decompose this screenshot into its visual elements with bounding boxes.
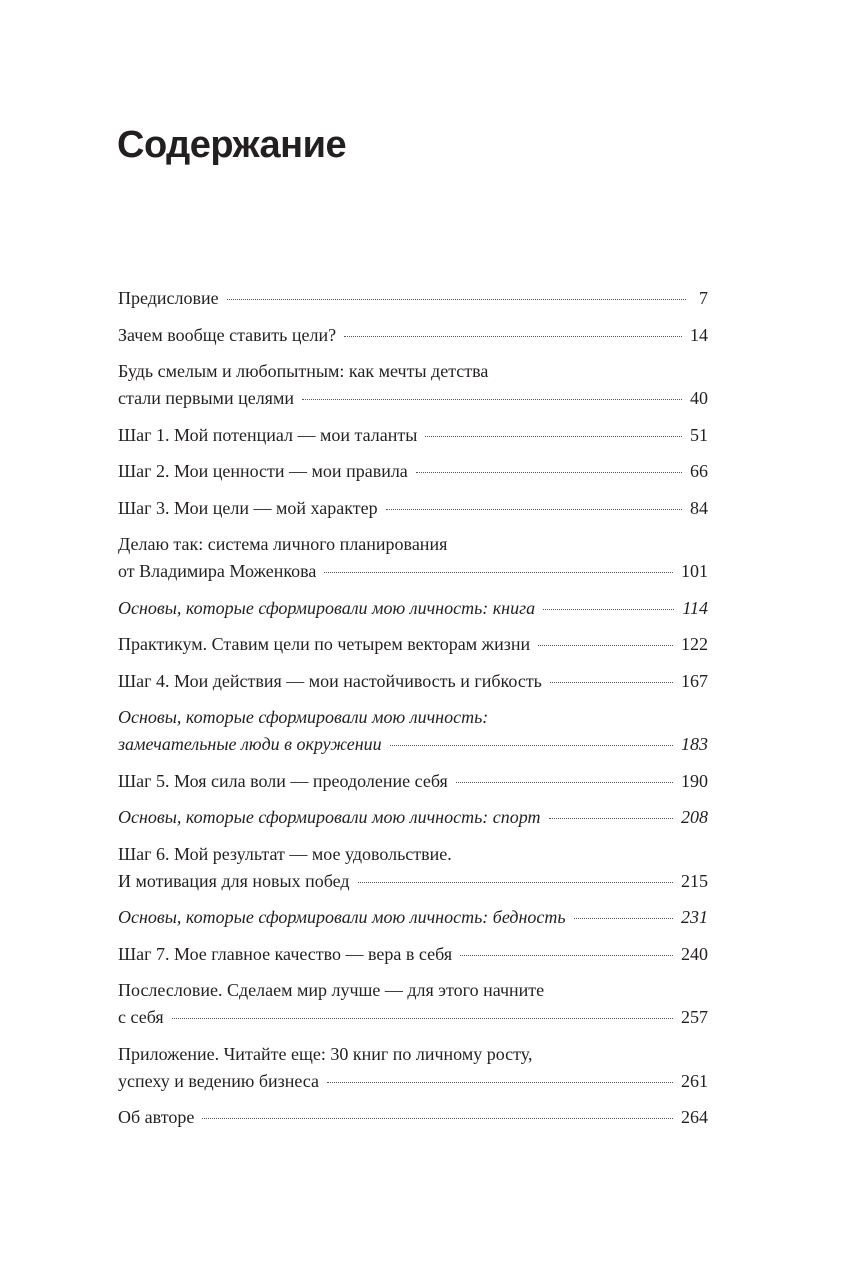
toc-entry-title: Делаю так: система личного планирования: [118, 534, 448, 554]
toc-entry-title: Шаг 6. Мой результат — мое удовольствие.: [118, 843, 452, 864]
toc-entry[interactable]: [118, 458, 708, 485]
toc-page-number: 7: [699, 288, 708, 308]
toc-entry-title: Будь смелым и любопытным: как мечты детства: [118, 361, 489, 381]
dot-leader: [358, 882, 673, 883]
toc-entry-title: Шаг 1. Мой потенциал — мои таланты: [118, 424, 418, 445]
dot-leader: [386, 509, 682, 510]
toc-entry-title: Зачем вообще ставить цели?: [118, 324, 337, 345]
toc-page-number: 66: [690, 461, 708, 481]
toc-entry-title: Шаг 3. Мои цели — мой характер: [118, 497, 378, 518]
toc-entry[interactable]: [118, 768, 708, 795]
toc-page-number: 231: [681, 907, 708, 927]
toc-page-number: 215: [681, 870, 708, 891]
dot-leader: [302, 399, 682, 400]
toc-entry[interactable]: [118, 285, 708, 312]
dot-leader: [390, 745, 673, 746]
dot-leader: [416, 472, 682, 473]
toc-entry-title: Шаг 5. Моя сила воли — преодоление себя: [118, 770, 448, 791]
dot-leader: [324, 572, 673, 573]
toc-entry[interactable]: [118, 358, 708, 412]
dot-leader: [460, 955, 673, 956]
toc-page-number: 51: [690, 424, 708, 445]
toc-entry-title: И мотивация для новых побед: [118, 870, 350, 891]
toc-page-number: 240: [681, 943, 708, 964]
toc-page-number: 190: [681, 770, 708, 791]
dot-leader: [172, 1018, 673, 1019]
toc-entry[interactable]: [118, 531, 708, 585]
dot-leader: [227, 299, 686, 300]
toc-entry-title: Предисловие: [118, 288, 219, 308]
toc-page-number: 122: [681, 634, 708, 654]
toc-entry[interactable]: [118, 1104, 708, 1131]
toc-page-number: 167: [681, 670, 708, 691]
toc-page-number: 101: [681, 561, 708, 581]
toc-entry[interactable]: [118, 941, 708, 968]
table-of-contents: [118, 285, 708, 1141]
toc-page-number: 14: [690, 324, 708, 345]
toc-entry-title: с себя: [118, 1007, 164, 1027]
dot-leader: [344, 336, 682, 337]
toc-entry-title: Шаг 4. Мои действия — мои настойчивость и гибкость: [118, 670, 542, 691]
toc-entry-title: Шаг 7. Мое главное качество — вера в себя: [118, 943, 453, 964]
toc-page-number: 183: [681, 734, 708, 754]
toc-entry-title: Основы, которые сформировали мою личность: спорт: [118, 807, 541, 827]
toc-page-number: 208: [681, 807, 708, 827]
toc-page-number: 114: [682, 597, 708, 618]
toc-entry[interactable]: [118, 322, 708, 349]
dot-leader: [550, 682, 673, 683]
toc-entry-title: от Владимира Моженкова: [118, 561, 317, 581]
dot-leader: [543, 609, 674, 610]
dot-leader: [425, 436, 682, 437]
toc-page-number: 264: [681, 1107, 708, 1127]
toc-entry[interactable]: [118, 631, 708, 658]
dot-leader: [574, 918, 673, 919]
toc-entry[interactable]: [118, 595, 708, 622]
toc-page-number: 84: [690, 497, 708, 518]
toc-entry-title: Послесловие. Сделаем мир лучше — для этого начните: [118, 980, 545, 1000]
toc-entry[interactable]: [118, 804, 708, 831]
toc-entry[interactable]: [118, 841, 708, 895]
dot-leader: [549, 818, 673, 819]
toc-entry[interactable]: [118, 422, 708, 449]
toc-page-number: 257: [681, 1007, 708, 1027]
toc-entry[interactable]: [118, 904, 708, 931]
toc-entry-title: стали первыми целями: [118, 388, 294, 408]
toc-entry[interactable]: [118, 668, 708, 695]
toc-entry[interactable]: [118, 704, 708, 758]
toc-page-number: 40: [690, 388, 708, 408]
toc-entry-title: Основы, которые сформировали мою личность:: [118, 707, 489, 727]
toc-entry-title: успеху и ведению бизнеса: [118, 1070, 319, 1091]
dot-leader: [202, 1118, 673, 1119]
toc-page-number: 261: [681, 1070, 708, 1091]
toc-entry[interactable]: [118, 1041, 708, 1095]
dot-leader: [456, 782, 673, 783]
toc-entry-title: замечательные люди в окружении: [118, 734, 382, 754]
toc-entry[interactable]: [118, 495, 708, 522]
toc-entry-title: Приложение. Читайте еще: 30 книг по личному росту,: [118, 1043, 533, 1064]
toc-entry[interactable]: [118, 977, 708, 1031]
page-title: Содержание: [117, 124, 347, 166]
toc-entry-title: Шаг 2. Мои ценности — мои правила: [118, 461, 408, 481]
toc-entry-title: Об авторе: [118, 1107, 195, 1127]
toc-entry-title: Основы, которые сформировали мою личность: книга: [118, 597, 536, 618]
dot-leader: [538, 645, 673, 646]
toc-entry-title: Основы, которые сформировали мою личность: бедность: [118, 907, 566, 927]
dot-leader: [327, 1082, 673, 1083]
toc-entry-title: Практикум. Ставим цели по четырем векторам жизни: [118, 634, 531, 654]
